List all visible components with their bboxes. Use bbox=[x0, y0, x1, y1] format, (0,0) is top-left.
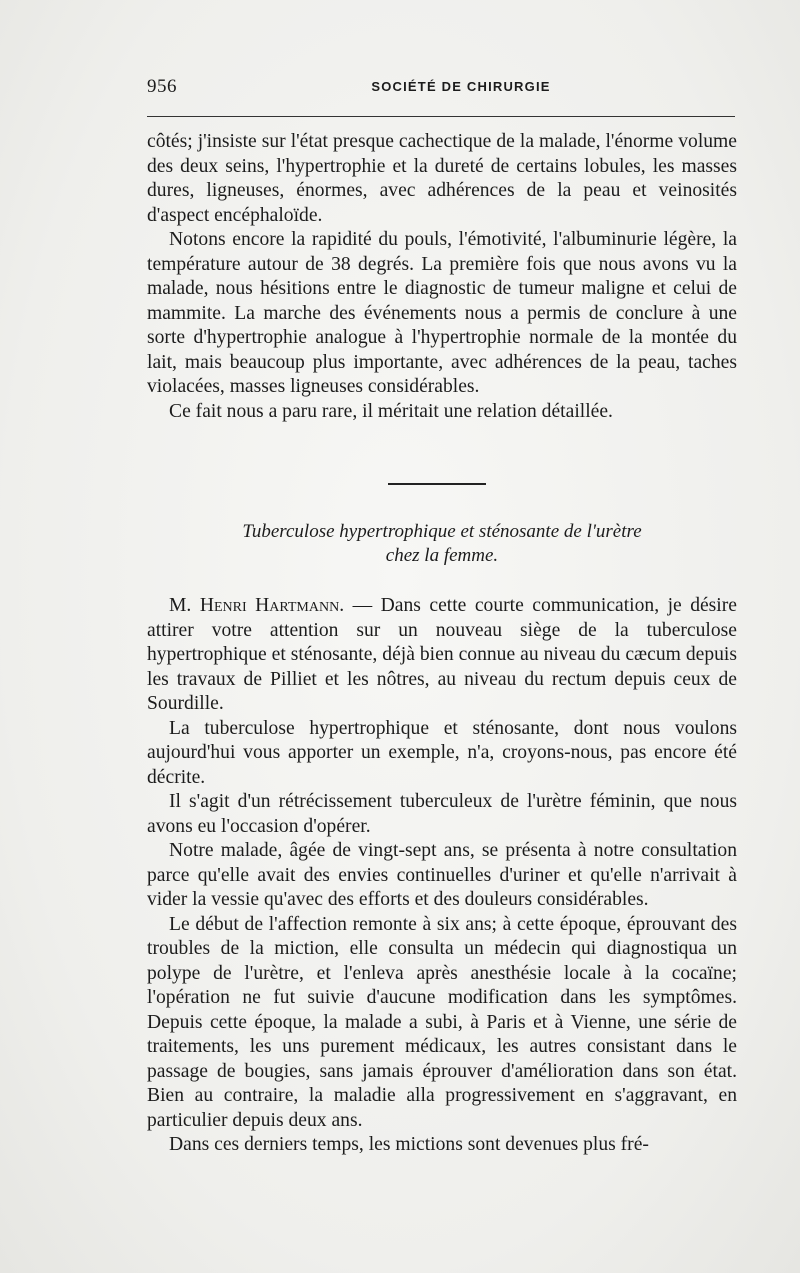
paragraph-text: — Dans cette courte communication, je désire attirer votre attention sur un nouveau siège de la tuberculose hypertrophique et sténosante, déjà bien connue au niveau du cæcum depuis les travaux de Pilliet et les nôtres, au niveau du rectum depuis ceux de Sourdille. bbox=[147, 595, 737, 714]
running-title: SOCIÉTÉ DE CHIRURGIE bbox=[371, 79, 551, 94]
paragraph bbox=[147, 594, 737, 717]
article-title-line: chez la femme. bbox=[385, 545, 499, 566]
paragraph: La tuberculose hypertrophique et sténosante, dont nous voulons aujourd'hui vous apporter un exemple, n'a, croyons-nous, pas encore été décrite. bbox=[147, 717, 737, 788]
header-rule bbox=[147, 116, 735, 117]
page-header bbox=[147, 76, 735, 104]
paragraph: Il s'agit d'un rétrécissement tuberculeux de l'urètre féminin, que nous avons eu l'occasion d'opérer. bbox=[147, 791, 737, 837]
article-title bbox=[147, 520, 737, 568]
paragraph: Dans ces derniers temps, les mictions sont devenues plus fré- bbox=[169, 1134, 649, 1155]
continued-text bbox=[147, 130, 737, 424]
page-number: 956 bbox=[147, 76, 177, 97]
section-separator bbox=[388, 483, 486, 485]
paragraph: Ce fait nous a paru rare, il méritait une relation détaillée. bbox=[169, 400, 613, 422]
author-name: Henri Hartmann. bbox=[199, 595, 345, 616]
paragraph: Notre malade, âgée de vingt-sept ans, se présenta à notre consultation parce qu'elle avait des envies continuelles d'uriner et qu'elle n'arrivait à vider la vessie qu'avec des efforts et des douleurs considérables. bbox=[147, 840, 737, 910]
author-prefix: M. bbox=[169, 595, 192, 616]
paragraph: côtés; j'insiste sur l'état presque cachectique de la malade, l'énorme volume des deux seins, l'hypertrophie et la dureté de certains lobules, les masses dures, ligneuses, énormes, avec adhérences de la peau et veinosités d'aspect encéphaloïde. bbox=[147, 131, 737, 226]
article-title-line: Tuberculose hypertrophique et sténosante de l'urètre bbox=[242, 521, 642, 542]
paragraph: Le début de l'affection remonte à six ans; à cette époque, éprouvant des troubles de la miction, elle consulta un médecin qui diagnostiqua un polype de l'urètre, et l'enleva après anesthésie locale à la cocaïne; l'opération ne fut suivie d'aucune modification dans les symptômes. Depuis cette époque, la malade a subi, à Paris et à Vienne, une série de traitements, les uns purement médicaux, les autres consistant dans le passage de bougies, sans jamais éprouver d'amélioration dans son état. Bien au contraire, la maladie alla progressivement en s'aggravant, en particulier depuis deux ans. bbox=[147, 913, 737, 1131]
article-body bbox=[147, 594, 737, 1158]
paragraph: Notons encore la rapidité du pouls, l'émotivité, l'albuminurie légère, la température autour de 38 degrés. La première fois que nous avons vu la malade, nous hésitions entre le diagnostic de tumeur maligne et celui de mammite. La marche des événements nous a permis de conclure à une sorte d'hypertrophie analogue à l'hypertrophie normale de la montée du lait, mais beaucoup plus importante, avec adhérences de la peau, taches violacées, masses ligneuses considérables. bbox=[147, 229, 737, 397]
